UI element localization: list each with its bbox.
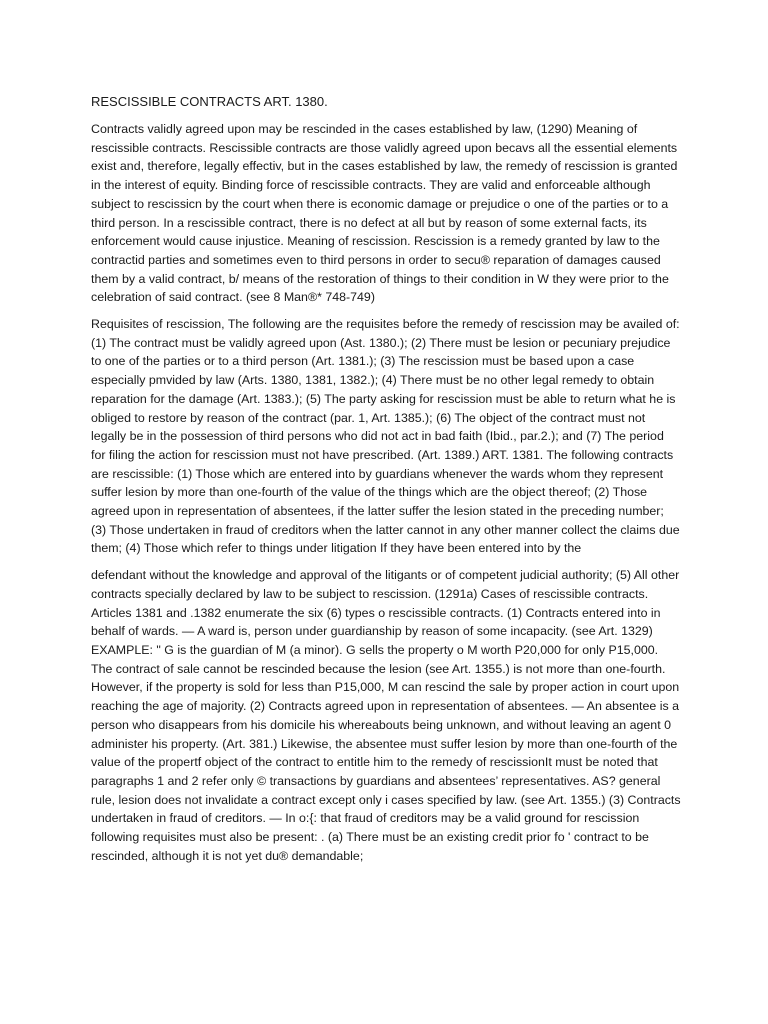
paragraph-cases-of-rescissible-contracts: defendant without the knowledge and approval of the litigants or of competent judicial authority; (5) All other contracts specially declared by law to be subject to rescission. (1291a) Cases of rescissible contracts. Articles 1381 and .1382 enumerate the six (6) types o rescissible contracts. (1) Contracts entered into in behalf of wards. — A ward is, person under guardianship by reason of some incapacity. (see Art. 1329) EXAMPLE: " G is the guardian of M (a minor). G sells the property o M worth P20,000 for only P15,000. The contract of sale cannot be rescinded because the lesion (see Art. 1355.) is not more than one-fourth. However, if the property is sold for less than P15,000, M can rescind the sale by proper action in court upon reaching the age of majority. (2) Contracts agreed upon in representation of absentees. — An absentee is a person who disappears from his domicile his whereabouts being unknown, and without leaving an agent 0 administer his property. (Art. 381.) Likewise, the absentee must suffer lesion by more than one-fourth of the value of the propertf object of the contract to entitle him to the remedy of rescissionIt must be noted that paragraphs 1 and 2 refer only © transactions by guardians and absentees’ representatives. AS? general rule, lesion does not invalidate a contract except only i cases specified by law. (see Art. 1355.) (3) Contracts undertaken in fraud of creditors. — In o:{: that fraud of creditors may be a valid ground for rescission following requisites must also be present: . (a) There must be an existing credit prior fo ' contract to be rescinded, although it is not yet du® demandable; [91,568,681,863]
paragraph-requisites-of-rescission: Requisites of rescission, The following are the requisites before the remedy of rescission may be availed of: (1) The contract must be validly agreed upon (Ast. 1380.); (2) There must be lesion or pecuniary prejudice to one of the parties or to a third person (Art. 1381.); (3) The rescission must be based upon a case especially pmvided by law (Arts. 1380, 1381, 1382.); (4) There must be no other legal remedy to obtain reparation for the damage (Art. 1383.); (5) The party asking for rescission must be able to return what he is obliged to restore by reason of the contract (par. 1, Art. 1385.); (6) The object of the contract must not legally be in the possession of third persons who did not act in bad faith (Ibid., par.2.); and (7) The period for filing the action for rescission must not have prescribed. (Art. 1389.) ART. 1381. The following contracts are rescissible: (1) Those which are entered into by guardians whenever the wards whom they represent suffer lesion by more than one-fourth of the value of the things which are the object thereof; (2) Those agreed upon in representation of absentees, if the latter suffer the lesion stated in the preceding number; (3) Those undertaken in fraud of creditors when the latter cannot in any other manner collect the claims due them; (4) Those which refer to things under litigation If they have been entered into by the [91,317,680,556]
paragraph-meaning-of-rescissible-contracts: Contracts validly agreed upon may be rescinded in the cases established by law, (1290) Meaning of rescissible contracts. Rescissible contracts are those validly agreed upon becavs all the essential elements exist and, therefore, legally effectiv, but in the cases established by law, the remedy of rescission is granted in the interest of equity. Binding force of rescissible contracts. They are valid and enforceable although subject to rescissicn by the court when there is economic damage or prejudice o one of the parties or to a third person. In a rescissible contract, there is no defect at all but by reason of some external facts, its enforcement would cause injustice. Meaning of rescission. Rescission is a remedy granted by law to the contractid parties and sometimes even to third persons in order to secu® reparation of damages caused them by a valid contract, b/ means of the restoration of things to their condition in W they were prior to the celebration of said contract. (see 8 Man®* 748-749) [91,122,678,305]
document-page [91,93,681,875]
document-heading: RESCISSIBLE CONTRACTS ART. 1380. [91,94,328,109]
